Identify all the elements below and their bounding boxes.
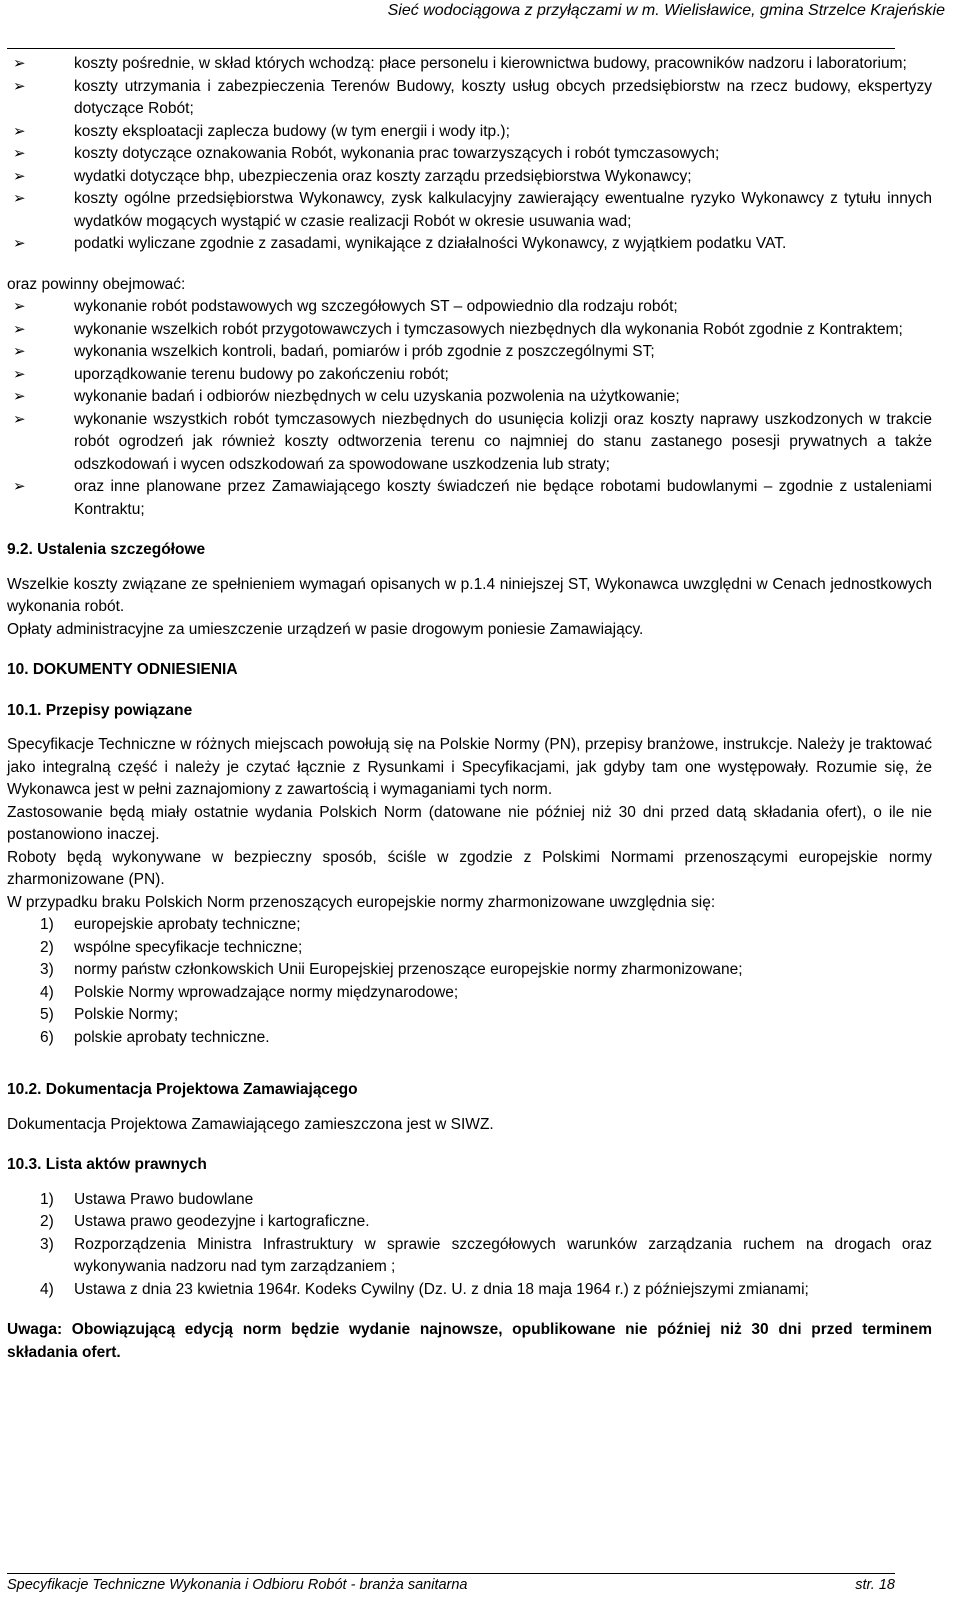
list-item: ➢ koszty eksploatacji zaplecza budowy (w tym energii i wody itp.); (7, 121, 932, 144)
arrow-bullet-icon: ➢ (13, 410, 26, 428)
legal-acts-list (7, 1189, 932, 1302)
list-item: ➢ koszty dotyczące oznakowania Robót, wykonania prac towarzyszących i robót tymczasowych; (7, 143, 932, 166)
paragraph: Zastosowanie będą miały ostatnie wydania Polskich Norm (datowane nie później niż 30 dni przed datą składania ofert), o ile nie postanowiono inaczej. (7, 803, 932, 843)
arrow-bullet-icon: ➢ (13, 388, 26, 405)
arrow-bullet-icon: ➢ (13, 298, 26, 315)
list-item: 5) Polskie Normy; (40, 1006, 179, 1023)
list-item: ➢ koszty ogólne przedsiębiorstwa Wykonawcy, zysk kalkulacyjny zawierający ewentualne ryzyko Wykonawcy z tytułu innych wydatków mogących wystąpić w czasie realizacji Robót w okresie usuwania wad; (13, 190, 932, 230)
list-intro: oraz powinny obejmować: (7, 275, 186, 293)
standards-list (7, 914, 932, 1049)
section-heading-10-3: 10.3. Lista aktów prawnych (7, 1156, 207, 1173)
list-item: 2) Ustawa prawo geodezyjne i kartograficzne. (40, 1213, 370, 1230)
arrow-bullet-icon: ➢ (13, 77, 26, 95)
list-item: ➢ wykonanie robót podstawowych wg szczegółowych ST – odpowiednio dla rodzaju robót; (7, 296, 932, 319)
section-heading-9-2: 9.2. Ustalenia szczegółowe (7, 541, 206, 558)
paragraph: Roboty będą wykonywane w bezpieczny sposób, ściśle w zgodzie z Polskimi Normami przenoszącymi europejskie normy zharmonizowane (PN). (7, 848, 932, 888)
section-heading-10: 10. DOKUMENTY ODNIESIENIA (7, 661, 238, 678)
arrow-bullet-icon: ➢ (13, 365, 26, 383)
list-item: ➢ koszty pośrednie, w skład których wchodzą: płace personelu i kierownictwa budowy, pracowników nadzoru i laboratorium; (7, 53, 932, 76)
section-heading-10-2: 10.2. Dokumentacja Projektowa Zamawiającego (7, 1081, 358, 1098)
list-item: ➢ oraz inne planowane przez Zamawiającego koszty świadczeń nie będące robotami budowlanymi – zgodnie z ustaleniami Kontraktu; (13, 478, 932, 518)
footer-title: Specyfikacje Techniczne Wykonania i Odbioru Robót - branża sanitarna (7, 1577, 468, 1593)
arrow-bullet-icon: ➢ (13, 190, 26, 207)
page-footer (7, 1577, 895, 1593)
list-item: ➢ wykonania wszelkich kontroli, badań, pomiarów i prób zgodnie z poszczególnymi ST; (7, 341, 932, 364)
cost-list (7, 53, 932, 256)
list-item: 4) Polskie Normy wprowadzające normy międzynarodowe; (40, 983, 459, 1001)
arrow-bullet-icon: ➢ (13, 145, 26, 162)
list-item: 3) normy państw członkowskich Unii Europejskiej przenoszące europejskie normy zharmonizowane; (40, 961, 743, 978)
arrow-bullet-icon: ➢ (13, 122, 26, 140)
arrow-bullet-icon: ➢ (13, 320, 26, 338)
paragraph: Specyfikacje Techniczne w różnych miejscach powołują się na Polskie Normy (PN), przepisy branżowe, instrukcje. Należy je traktować jako integralną część i należy je czytać łącznie z Rysunkami i Specyfikacjami, jak gdyby tam one występowały. Rozumie się, że Wykonawca jest w pełni zaznajomiony z zawartością i wymaganiami tych norm. (7, 736, 932, 798)
arrow-bullet-icon: ➢ (13, 167, 26, 185)
list-item: 4) Ustawa z dnia 23 kwietnia 1964r. Kodeks Cywilny (Dz. U. z dnia 18 maja 1964 r.) z późniejszymi zmianami; (40, 1280, 809, 1298)
list-item: 2) wspólne specyfikacje techniczne; (40, 938, 303, 956)
list-item: ➢ wykonanie wszelkich robót przygotowawczych i tymczasowych niezbędnych dla wykonania Robót zgodnie z Kontraktem; (7, 319, 932, 342)
paragraph: Wszelkie koszty związane ze spełnieniem wymagań opisanych w p.1.4 niniejszej ST, Wykonawca uwzględni w Cenach jednostkowych wykonania robót. (7, 575, 932, 615)
list-item: ➢ wykonanie wszystkich robót tymczasowych niezbędnych do usunięcia kolizji oraz koszty naprawy uszkodzonych w trakcie robót ogrodzeń jak również koszty odtworzenia terenu co najmniej do stanu zastanego posesji prywatnych a także odszkodowań i wycen odszkodowań za spowodowane uszkodzenia lub straty; (13, 410, 932, 473)
document-body (7, 53, 932, 1364)
scope-list (7, 296, 932, 521)
paragraph: W przypadku braku Polskich Norm przenoszących europejskie normy zharmonizowane uwzględnia się: (7, 893, 716, 911)
list-item: 1) europejskie aprobaty techniczne; (40, 916, 301, 933)
list-item: ➢ uporządkowanie terenu budowy po zakończeniu robót; (7, 364, 932, 387)
footer-rule (7, 1573, 895, 1574)
arrow-bullet-icon: ➢ (13, 55, 26, 72)
page-header: Sieć wodociągowa z przyłączami w m. Wielisławice, gmina Strzelce Krajeńskie (387, 2, 945, 19)
list-item: 1) Ustawa Prawo budowlane (40, 1190, 254, 1208)
paragraph: Dokumentacja Projektowa Zamawiającego zamieszczona jest w SIWZ. (7, 1115, 494, 1133)
arrow-bullet-icon: ➢ (13, 343, 26, 360)
arrow-bullet-icon: ➢ (13, 478, 26, 495)
page-number: str. 18 (855, 1577, 895, 1593)
arrow-bullet-icon: ➢ (13, 235, 26, 252)
header-rule (7, 48, 895, 49)
list-item: 3) Rozporządzenia Ministra Infrastruktury w sprawie szczegółowych warunków zarządzania ruchem na drogach oraz wykonywania nadzoru nad tym zarządzaniem ; (40, 1235, 932, 1275)
list-item: 6) polskie aprobaty techniczne. (40, 1028, 270, 1046)
paragraph: Opłaty administracyjne za umieszczenie urządzeń w pasie drogowym poniesie Zamawiający. (7, 620, 644, 638)
list-item: ➢ koszty utrzymania i zabezpieczenia Terenów Budowy, koszty usług obcych przedsiębiorstw na rzecz budowy, ekspertyzy dotyczące Robót; (13, 77, 932, 117)
section-heading-10-1: 10.1. Przepisy powiązane (7, 701, 193, 719)
note-paragraph: Uwaga: Obowiązującą edycją norm będzie wydanie najnowsze, opublikowane nie później niż 30 dni przed terminem składania ofert. (7, 1321, 932, 1361)
list-item: ➢ wydatki dotyczące bhp, ubezpieczenia oraz koszty zarządu przedsiębiorstwa Wykonawcy; (7, 166, 932, 189)
list-item: ➢ podatki wyliczane zgodnie z zasadami, wynikające z działalności Wykonawcy, z wyjątkiem podatku VAT. (7, 233, 932, 256)
list-item: ➢ wykonanie badań i odbiorów niezbędnych w celu uzyskania pozwolenia na użytkowanie; (7, 386, 932, 409)
